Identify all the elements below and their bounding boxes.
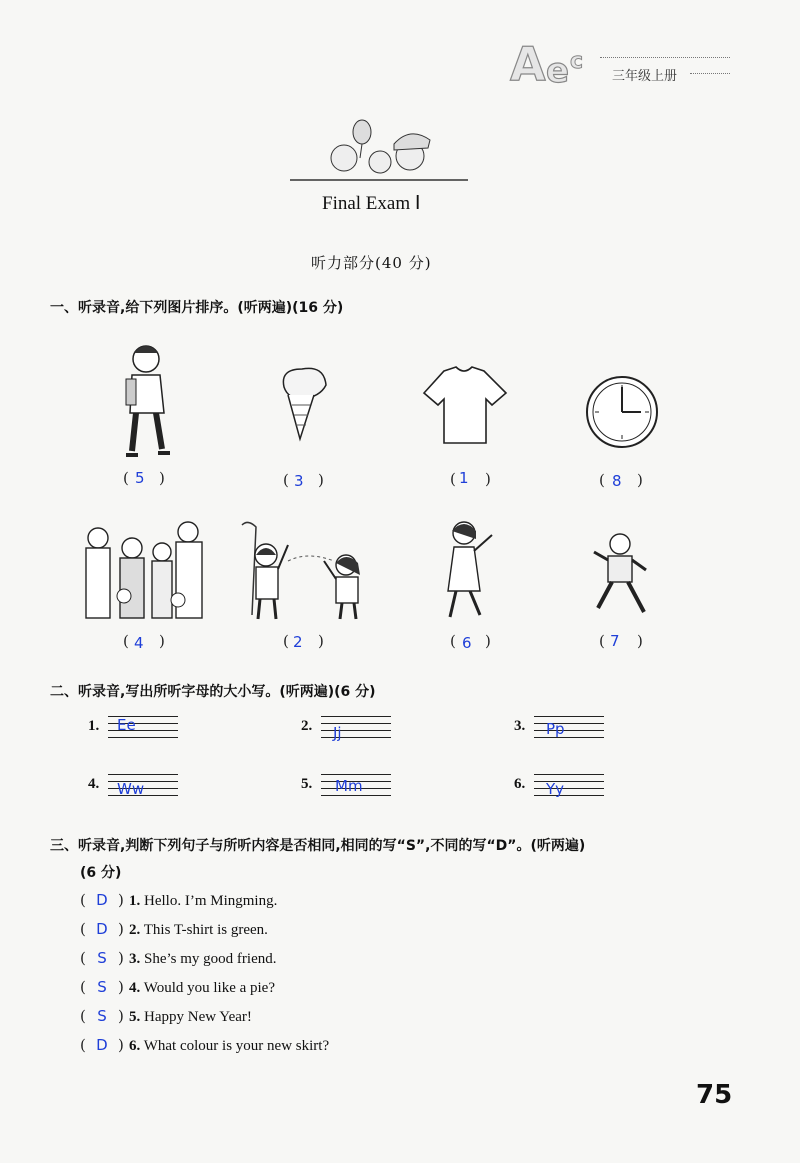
letter-answer-5: Mm — [335, 777, 363, 795]
answer-pic-4: 8 — [612, 472, 622, 490]
listening-part-title: 听力部分(40 分) — [311, 254, 432, 272]
judge-sentence: Would you like a pie? — [143, 980, 275, 996]
answer-pic-8: 7 — [610, 632, 620, 650]
judge-answer-1: D — [96, 891, 108, 909]
judge-item: ( D ) 1. Hello. I’m Mingming. — [80, 891, 278, 909]
judge-sentence: This T-shirt is green. — [143, 922, 268, 938]
section3-points: (6 分) — [80, 865, 122, 881]
judge-sentence: What colour is your new skirt? — [143, 1038, 330, 1054]
judge-sentence: She’s my good friend. — [144, 951, 277, 967]
judge-answer-3: S — [97, 949, 107, 967]
judge-item: ( S ) 3. She’s my good friend. — [80, 949, 277, 967]
boy-walking-picture — [110, 343, 180, 467]
judge-answer-4: S — [97, 978, 107, 996]
t-shirt-picture — [420, 365, 510, 451]
svg-text:e: e — [546, 51, 570, 91]
clock-picture — [585, 375, 659, 453]
letter-item-number: 3. — [514, 718, 526, 734]
page-title: Final Exam Ⅰ — [322, 193, 421, 214]
header-dotted-line-2 — [690, 73, 730, 74]
letter-answer-4: Ww — [117, 780, 145, 798]
judge-sentence: Hello. I’m Mingming. — [144, 893, 278, 909]
letter-item-number: 1. — [88, 718, 100, 734]
letter-item-number: 5. — [301, 776, 313, 792]
robot-picture — [588, 530, 653, 620]
ice-cream-picture — [280, 365, 330, 449]
answer-pic-7: 6 — [462, 634, 472, 652]
svg-text:A: A — [510, 37, 546, 91]
section2-heading: 二、听录音,写出所听字母的大小写。(听两遍)(6 分) — [50, 684, 376, 700]
answer-pic-5: 4 — [134, 634, 144, 652]
letter-item-number: 6. — [514, 776, 526, 792]
letter-answer-1: Ee — [117, 716, 136, 734]
judge-item: ( D ) 2. This T-shirt is green. — [80, 920, 268, 938]
abc-logo-icon — [510, 37, 600, 91]
judge-answer-2: D — [96, 920, 108, 938]
header-logo — [510, 38, 600, 92]
svg-text:c: c — [570, 49, 584, 74]
letter-answer-2: Jj — [333, 724, 342, 742]
grade-label: 三年级上册 — [612, 69, 678, 84]
letter-item-number: 4. — [88, 776, 100, 792]
letter-answer-3: Pp — [546, 720, 565, 738]
greeting-kids-picture — [238, 515, 373, 627]
writing-lines — [321, 716, 391, 745]
answer-pic-3: 1 — [459, 469, 469, 487]
judge-answer-6: D — [96, 1036, 108, 1054]
judge-item: ( D ) 6. What colour is your new skirt? — [80, 1036, 330, 1054]
header-dotted-line — [600, 57, 730, 58]
answer-pic-6: 2 — [293, 633, 303, 651]
kids-balloon-illustration — [290, 118, 470, 192]
section3-heading: 三、听录音,判断下列句子与所听内容是否相同,相同的写“S”,不同的写“D”。(听两遍) — [50, 838, 586, 854]
answer-pic-2: 3 — [294, 472, 304, 490]
girl-waving-picture — [440, 517, 500, 629]
family-picture — [78, 518, 208, 627]
letter-item-number: 2. — [301, 718, 313, 734]
judge-answer-5: S — [97, 1007, 107, 1025]
judge-sentence: Happy New Year! — [144, 1009, 252, 1025]
writing-lines — [534, 716, 604, 745]
judge-item: ( S ) 5. Happy New Year! — [80, 1007, 252, 1025]
judge-item: ( S ) 4. Would you like a pie? — [80, 978, 275, 996]
answer-pic-1: 5 — [135, 469, 145, 487]
section1-heading: 一、听录音,给下列图片排序。(听两遍)(16 分) — [50, 300, 344, 316]
page-number: 75 — [696, 1080, 733, 1110]
writing-lines — [534, 774, 604, 803]
letter-answer-6: Yy — [546, 780, 565, 798]
